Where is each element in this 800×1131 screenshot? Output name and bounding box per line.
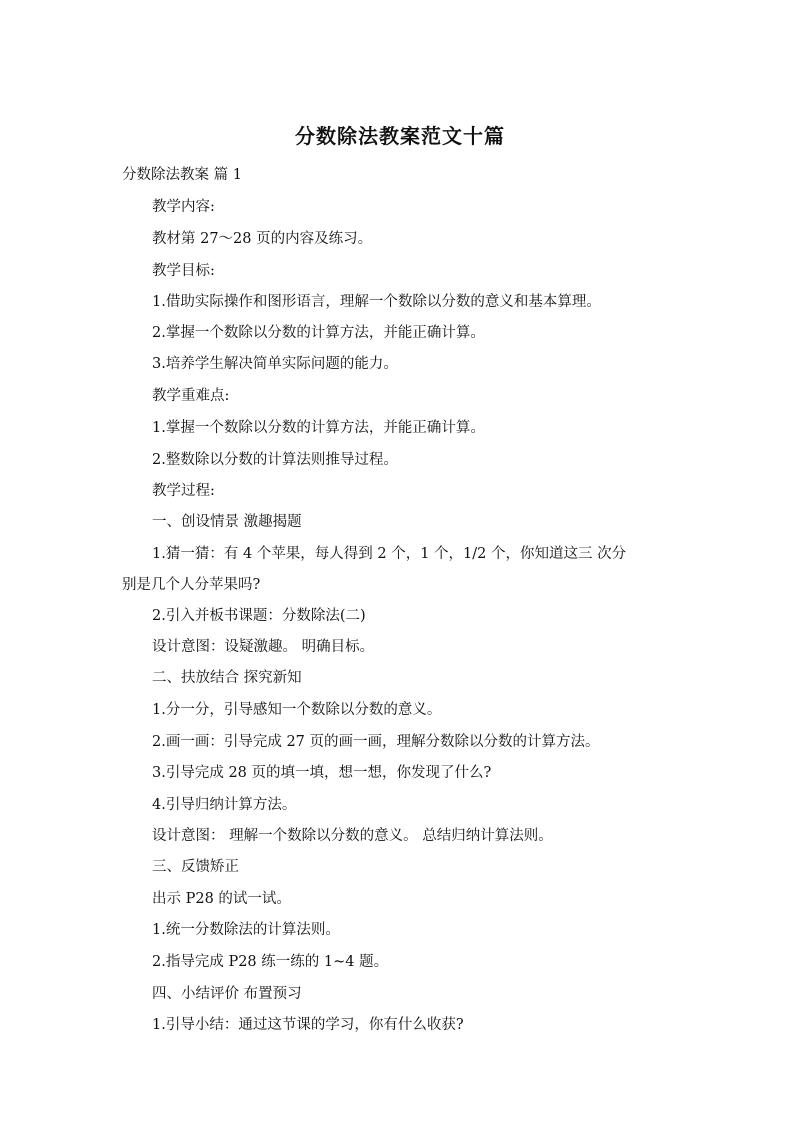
paragraph-line: 1.统一分数除法的计算法则。 xyxy=(152,922,340,938)
paragraph-line: 3.引导完成 28 页的填一填，想一想，你发现了什么? xyxy=(152,765,492,781)
paragraph-line: 1.分一分，引导感知一个数除以分数的意义。 xyxy=(152,702,442,718)
paragraph-line: 1.猜一猜：有 4 个苹果，每人得到 2 个，1 个，1/2 个，你知道这三 次分 xyxy=(152,546,627,562)
paragraph-line: 设计意图：设疑激趣。 明确目标。 xyxy=(152,639,375,655)
paragraph-line: 四、小结评价 布置预习 xyxy=(152,986,302,1002)
section-heading: 分数除法教案 篇 1 xyxy=(122,167,242,183)
document-title: 分数除法教案范文十篇 xyxy=(295,124,505,148)
paragraph-line: 2.掌握一个数除以分数的计算方法，并能正确计算。 xyxy=(152,325,485,341)
paragraph-line: 教学内容: xyxy=(152,199,215,215)
paragraph-line: 三、反馈矫正 xyxy=(152,859,239,875)
paragraph-line: 教材第 27～28 页的内容及练习。 xyxy=(152,231,373,247)
paragraph-line: 2.指导完成 P28 练一练的 1~4 题。 xyxy=(152,954,389,970)
paragraph-line: 教学重难点: xyxy=(152,388,230,404)
paragraph-line: 设计意图： 理解一个数除以分数的意义。 总结归纳计算法则。 xyxy=(152,828,553,844)
paragraph-line: 2.引入并板书课题：分数除法(二) xyxy=(152,608,366,624)
paragraph-line: 二、扶放结合 探究新知 xyxy=(152,670,302,686)
paragraph-line: 一、创设情景 激趣揭题 xyxy=(152,514,302,530)
paragraph-line: 3.培养学生解决简单实际问题的能力。 xyxy=(152,356,398,372)
paragraph-line: 1.引导小结：通过这节课的学习，你有什么收获? xyxy=(152,1017,464,1033)
paragraph-line: 别是几个人分苹果吗? xyxy=(122,577,261,593)
paragraph-line: 4.引导归纳计算方法。 xyxy=(152,797,297,813)
paragraph-line: 教学过程: xyxy=(152,483,215,499)
paragraph-line: 教学目标: xyxy=(152,263,215,279)
paragraph-line: 2.整数除以分数的计算法则推导过程。 xyxy=(152,452,398,468)
paragraph-line: 1.借助实际操作和图形语言，理解一个数除以分数的意义和基本算理。 xyxy=(152,294,601,310)
paragraph-line: 1.掌握一个数除以分数的计算方法，并能正确计算。 xyxy=(152,420,485,436)
paragraph-line: 出示 P28 的试一试。 xyxy=(152,891,291,907)
paragraph-line: 2.画一画：引导完成 27 页的画一画，理解分数除以分数的计算方法。 xyxy=(152,734,600,750)
